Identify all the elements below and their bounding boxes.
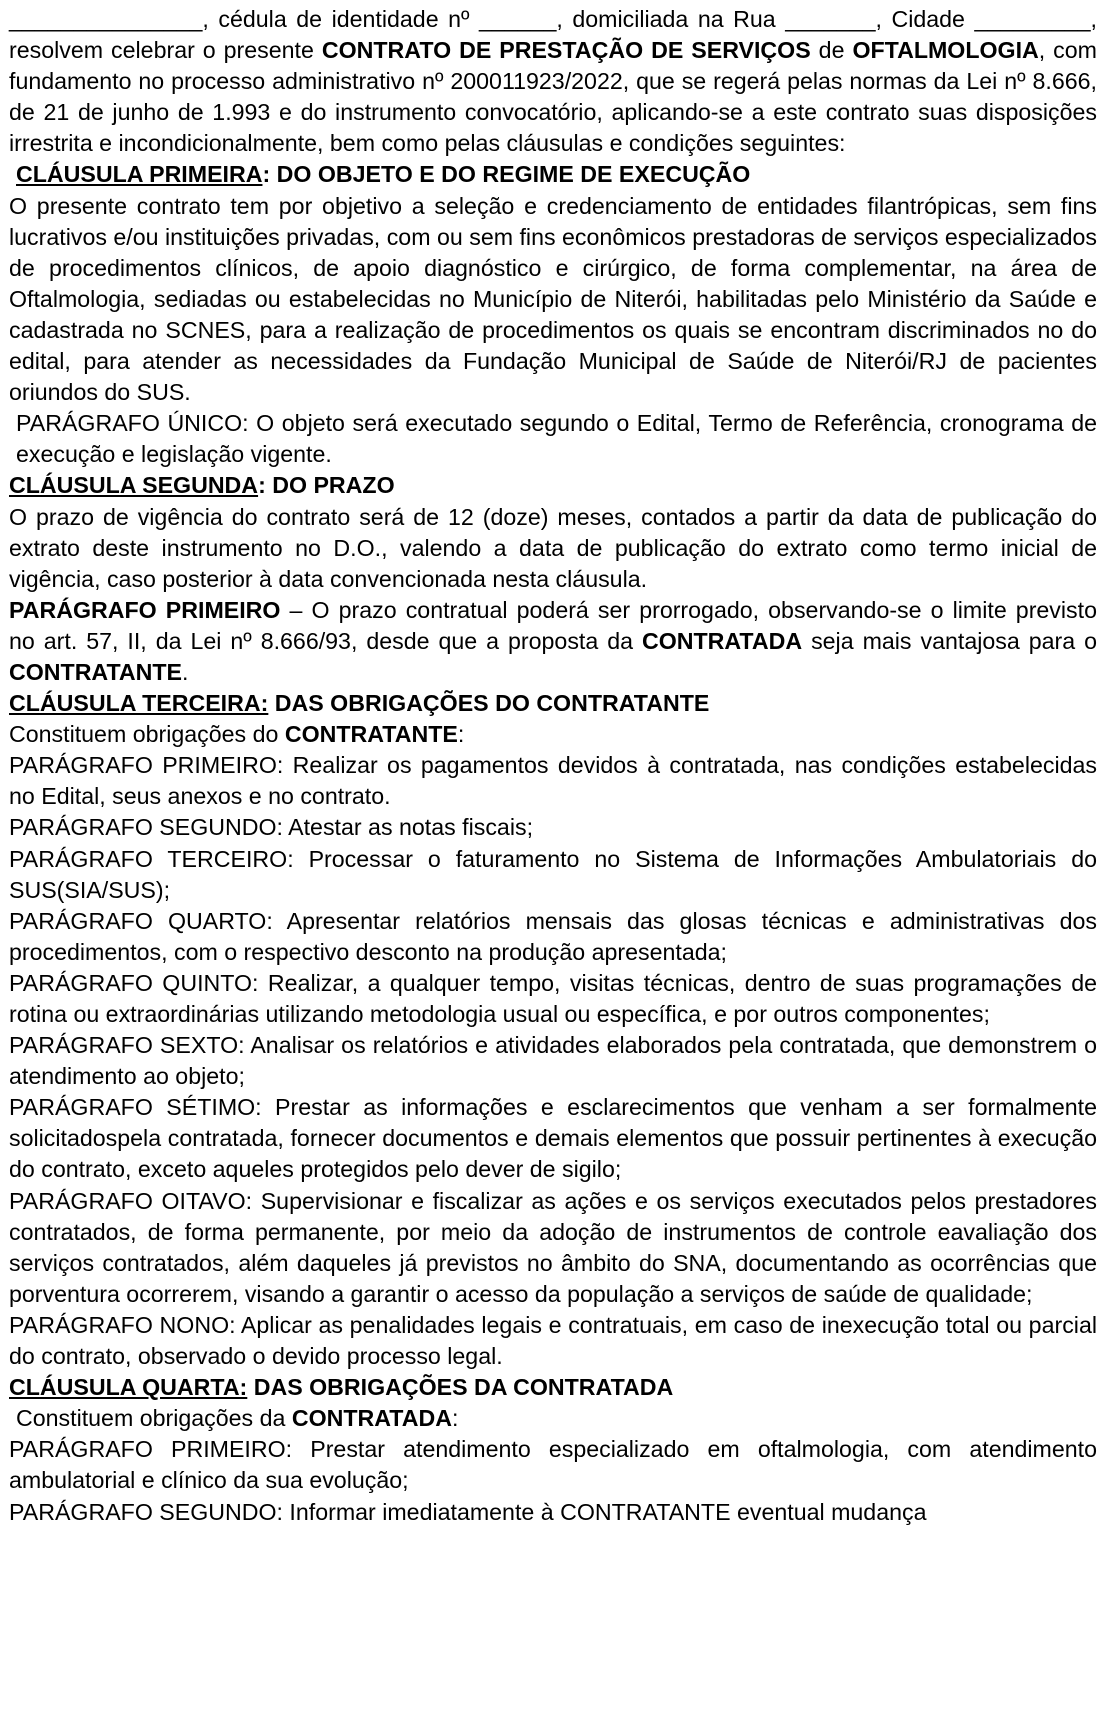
clause-4-paragraph-1: PARÁGRAFO PRIMEIRO: Prestar atendimento especializado em oftalmologia, com atendimento ambulatorial e clínico da sua evolução;	[9, 1436, 1097, 1494]
clause-4-paragraph-2: PARÁGRAFO SEGUNDO: Informar imediatamente à CONTRATANTE eventual mudança	[9, 1498, 927, 1525]
intro-celebration-text: _________, resolvem celebrar o presente	[9, 6, 1097, 64]
clause-3-paragraph-2: PARÁGRAFO SEGUNDO: Atestar as notas fiscais;	[9, 814, 534, 841]
clause-3-paragraph-9: PARÁGRAFO NONO: Aplicar as penalidades legais e contratuais, em caso de inexecução total ou parcial do contrato, observado o devido processo legal.	[9, 1311, 1097, 1370]
clause-3-paragraph-7: PARÁGRAFO SÉTIMO: Prestar as informações e esclarecimentos que venham a ser formalmente solicitadospela contratada, fornecer documentos e demais elementos que possuir pertinentes à execução do contrato, exceto aqueles protegidos pelo dever de sigilo;	[9, 1094, 1097, 1183]
clause-2-title: : DO PRAZO	[258, 472, 395, 499]
clause-1-single-paragraph: PARÁGRAFO ÚNICO: O objeto será executado segundo o Edital, Termo de Referência, cronograma de execução e legislação vigente.	[16, 410, 1097, 468]
clause-2-paragraph-1-label: PARÁGRAFO PRIMEIRO	[9, 596, 281, 623]
clause-3-intro-colon: :	[457, 721, 465, 748]
clause-3-title: DAS OBRIGAÇÕES DO CONTRATANTE	[268, 690, 710, 717]
clause-4-title: DAS OBRIGAÇÕES DA CONTRATADA	[247, 1374, 674, 1401]
clause-4-intro-colon: :	[451, 1405, 459, 1432]
clause-3-intro	[9, 719, 1097, 750]
clause-2-label: CLÁUSULA SEGUNDA	[9, 472, 259, 499]
contract-specialty: OFTALMOLOGIA	[852, 37, 1039, 64]
clause-4-intro	[9, 1403, 1097, 1434]
contractor-party-term: CONTRATANTE	[9, 658, 183, 685]
clause-4-heading	[9, 1372, 1097, 1403]
clause-3-intro-party: CONTRATANTE	[284, 721, 458, 748]
clause-4-intro-party: CONTRATADA	[291, 1405, 452, 1432]
clause-2-body: O prazo de vigência do contrato será de 12 (doze) meses, contados a partir da data de publicação do extrato deste instrumento no D.O., valendo a data de publicação do extrato como termo inicial de vigência, caso posterior à data convencionada nesta cláusula.	[9, 503, 1097, 592]
clause-2-paragraph-1-end: .	[182, 658, 189, 685]
clause-3-paragraph-6: PARÁGRAFO SEXTO: Analisar os relatórios e atividades elaborados pela contratada, que demonstrem o atendimento ao objeto;	[9, 1032, 1097, 1090]
contract-intro	[9, 4, 1097, 159]
clause-2-paragraph-1-text-b: seja mais vantajosa para o	[802, 627, 1097, 654]
clause-3-paragraph-4: PARÁGRAFO QUARTO: Apresentar relatórios mensais das glosas técnicas e administrativas dos procedimentos, com o respectivo desconto na produção apresentada;	[9, 907, 1097, 965]
clause-1-heading	[9, 159, 1097, 190]
contract-title: CONTRATO DE PRESTAÇÃO DE SERVIÇOS	[321, 37, 811, 64]
contracted-party-term: CONTRATADA	[641, 627, 803, 654]
intro-legal-basis: , com fundamento no processo administrativo nº 200011923/2022, que se regerá pelas normas da Lei nº 8.666, de 21 de junho de 1.993 e do instrumento convocatório, aplicando-se a este contrato suas disposições irrestrita e incondicionalmente, bem como pelas cláusulas e condições seguintes:	[9, 37, 1097, 157]
clause-2-paragraph-1	[9, 595, 1097, 688]
clause-2-paragraph-1-text: – O prazo contratual poderá ser prorrogado, observando-se o limite previsto no art. 57, II, da Lei nº 8.666/93, desde que a proposta da	[9, 596, 1097, 654]
clause-4-label: CLÁUSULA QUARTA:	[9, 1374, 248, 1401]
clause-4-intro-text: Constituem obrigações da	[16, 1405, 292, 1432]
clause-3-intro-text: Constituem obrigações do	[9, 721, 285, 748]
clause-1-body: O presente contrato tem por objetivo a seleção e credenciamento de entidades filantrópicas, sem fins lucrativos e/ou instituições privadas, com ou sem fins econômicos prestadoras de serviços especializados de procedimentos clínicos, de apoio diagnóstico e cirúrgico, de forma complementar, na área de Oftalmologia, sediadas ou estabelecidas no Município de Niterói, habilitadas pelo Ministério da Saúde e cadastrada no SCNES, para a realização de procedimentos os quais se encontram discriminados no do edital, para atender as necessidades da Fundação Municipal de Saúde de Niterói/RJ de pacientes oriundos do SUS.	[9, 192, 1097, 406]
clause-1-title: : DO OBJETO E DO REGIME DE EXECUÇÃO	[262, 161, 751, 188]
intro-connector: de	[818, 37, 853, 64]
clause-3-heading	[9, 688, 1097, 719]
clause-3-paragraph-8: PARÁGRAFO OITAVO: Supervisionar e fiscalizar as ações e os serviços executados pelos prestadores contratados, de forma permanente, por meio da adoção de instrumentos de controle eavaliação dos serviços contratados, além daqueles já previstos no âmbito do SNA, documentando as ocorrências que porventura ocorrerem, visando a garantir o acesso da população a serviços de saúde de qualidade;	[9, 1187, 1097, 1307]
clause-3-paragraph-5: PARÁGRAFO QUINTO: Realizar, a qualquer tempo, visitas técnicas, dentro de suas programações de rotina ou extraordinárias utilizando metodologia usual ou específica, e por outros componentes;	[9, 969, 1097, 1027]
clause-3-paragraph-3: PARÁGRAFO TERCEIRO: Processar o faturamento no Sistema de Informações Ambulatoriais do SUS(SIA/SUS);	[9, 845, 1097, 903]
clause-1-label: CLÁUSULA PRIMEIRA	[16, 161, 263, 188]
clause-3-label: CLÁUSULA TERCEIRA:	[9, 690, 269, 717]
intro-parties-line: _______________, cédula de identidade nº ______, domiciliada na Rua _______, Cidade	[9, 6, 965, 32]
clause-3-paragraph-1: PARÁGRAFO PRIMEIRO: Realizar os pagamentos devidos à contratada, nas condições estabelecidas no Edital, seus anexos e no contrato.	[9, 752, 1097, 810]
clause-2-heading	[9, 470, 1097, 501]
